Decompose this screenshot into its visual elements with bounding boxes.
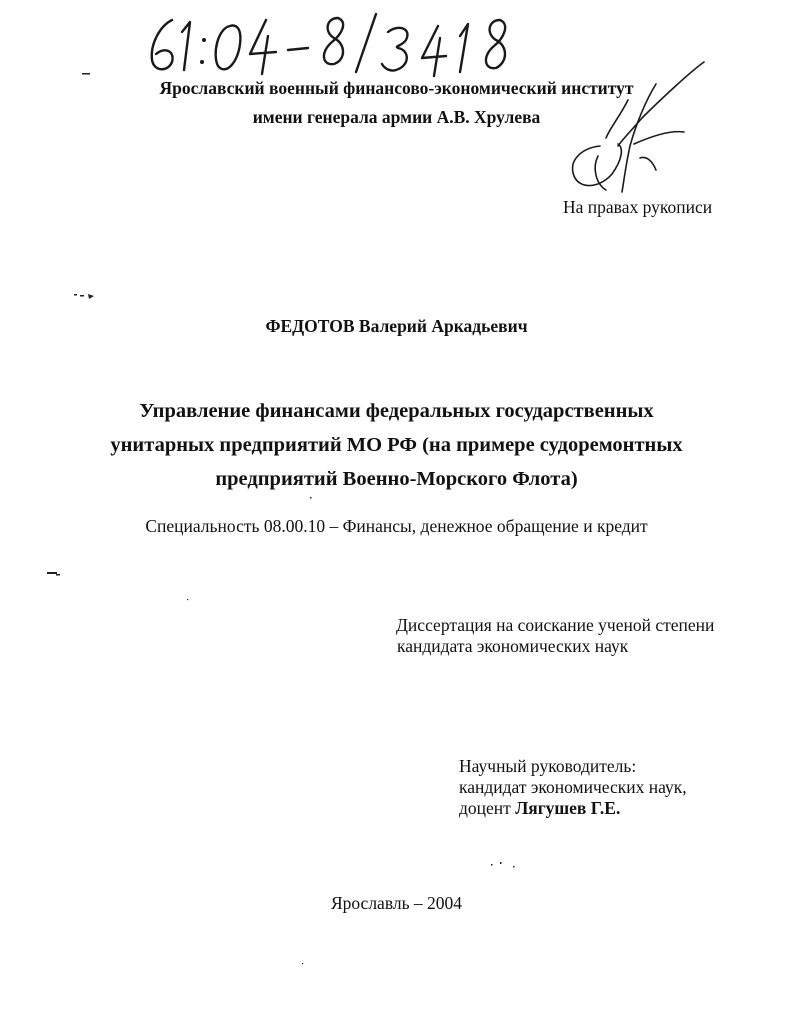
advisor-label: Научный руководитель: bbox=[459, 756, 637, 776]
author-surname: ФЕДОТОВ bbox=[265, 316, 355, 336]
institute-name-line1: Ярославский военный финансово-экономический институт bbox=[159, 78, 634, 98]
advisor-rank: доцент bbox=[459, 798, 511, 818]
dissertation-title-line2: унитарных предприятий МО РФ (на примере судоремонтных bbox=[110, 434, 683, 456]
dissertation-note-line1: Диссертация на соискание ученой степени bbox=[396, 615, 715, 635]
advisor-name: Лягушев Г.Е. bbox=[515, 798, 621, 818]
dissertation-title-line3: предприятий Военно-Морского Флота) bbox=[215, 468, 578, 490]
place-and-year: Ярославль – 2004 bbox=[330, 893, 463, 913]
author-given-name: Валерий Аркадьевич bbox=[358, 316, 528, 336]
rights-note: На правах рукописи bbox=[563, 197, 713, 217]
dissertation-note-line2: кандидата экономических наук bbox=[397, 636, 629, 656]
advisor-degree: кандидат экономических наук, bbox=[459, 777, 687, 797]
institute-name-line2: имени генерала армии А.В. Хрулева bbox=[252, 107, 541, 127]
specialty-line: Специальность 08.00.10 – Финансы, денежное обращение и кредит bbox=[145, 516, 648, 536]
dissertation-title-line1: Управление финансами федеральных государственных bbox=[139, 400, 654, 422]
